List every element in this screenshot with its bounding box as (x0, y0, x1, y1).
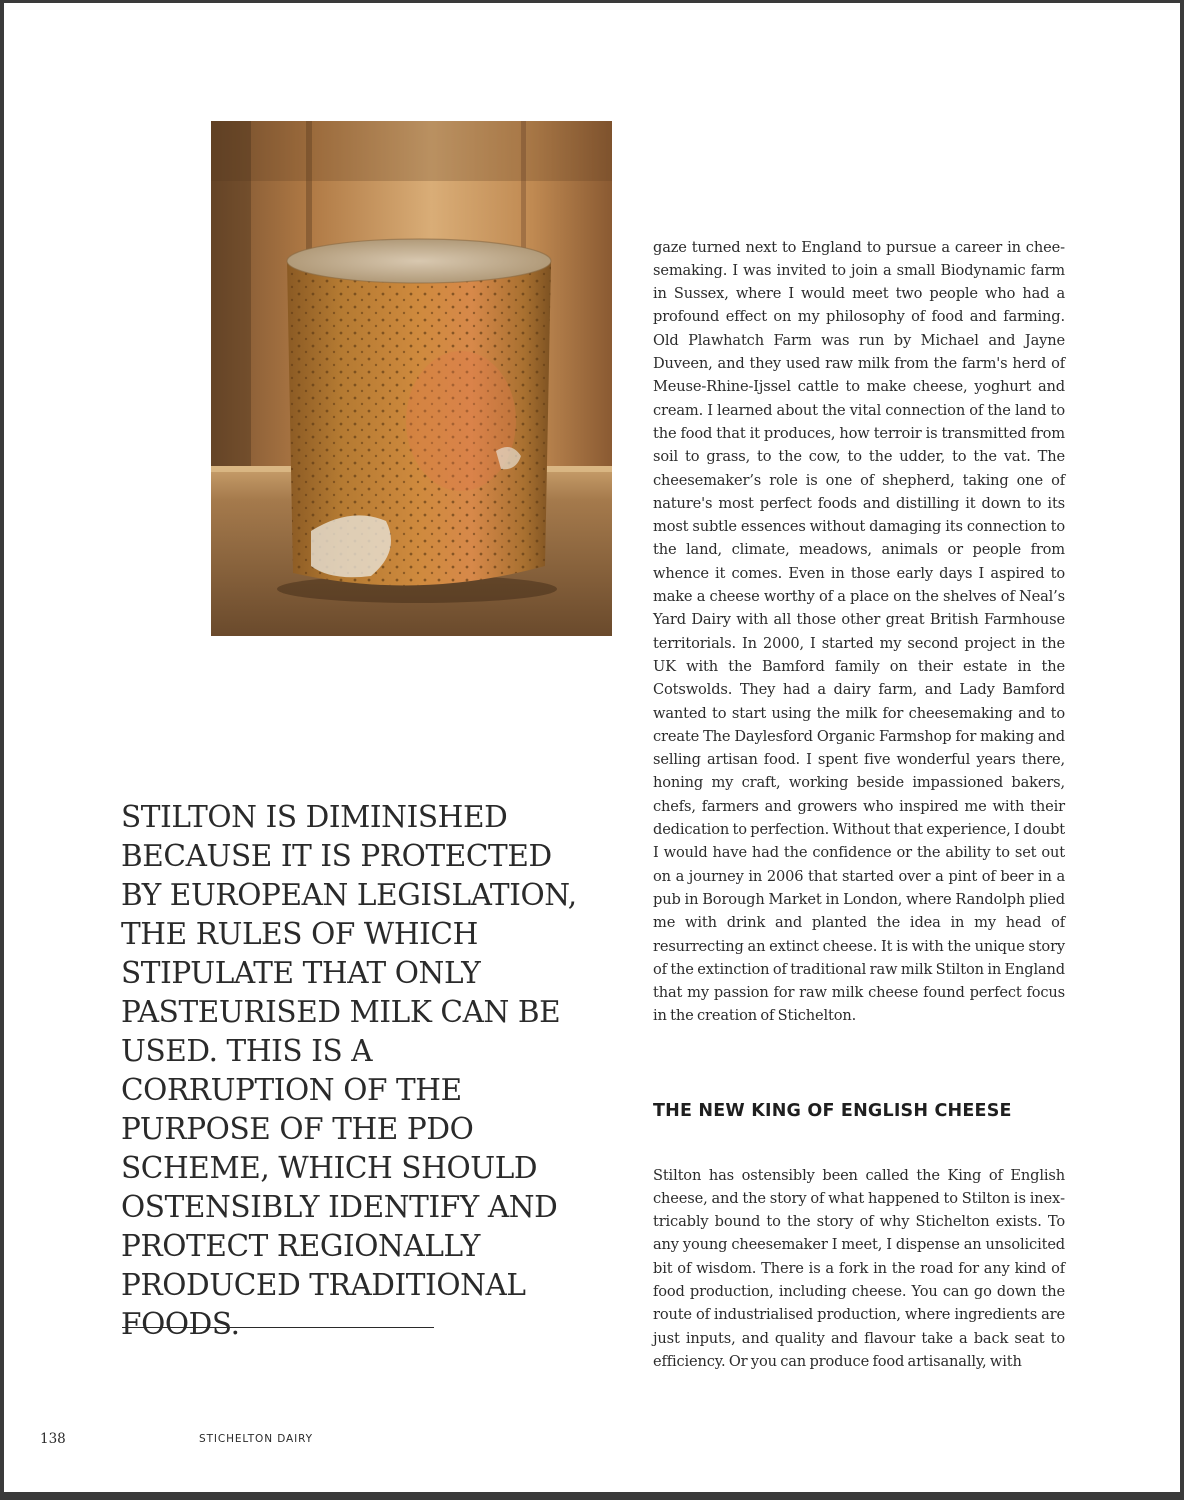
page-number: 138 (40, 1431, 66, 1447)
body-paragraph-2: Stilton has ostensibly been called the King of English cheese, and the story of what happened to Stilton is inextricably bound to the story of why Stichelton exists. To any young cheesemaker I meet, I dispense an unsolicited bit of wisdom. There is a fork in the road for any kind of food production, including cheese. You can go down the route of industrialised production, where ingredients are just inputs, and quality and flavour take a back seat to efficiency. Or you can produce food artisanally, with (653, 1166, 1065, 1370)
running-head: STICHELTON DAIRY (199, 1433, 313, 1445)
pull-quote: STILTON IS DIMINISHED BECAUSE IT IS PROTECTED BY EUROPEAN LEGISLATION, THE RULES OF WHICH STIPULATE THAT ONLY PASTEURISED MILK CAN BE USED. THIS IS A CORRUPTION OF THE PURPOSE OF THE PDO SCHEME, WHICH SHOULD OSTENSIBLY IDENTIFY AND PROTECT REGIONALLY PRODUCED TRADITIONAL FOODS. (121, 800, 577, 1341)
cheese-illustration (211, 121, 612, 636)
body-paragraph-1: gaze turned next to England to pursue a career in cheesemaking. I was invited to join a small Biodynamic farm in Sussex, where I would meet two people who had a profound effect on my philosophy of food and farming. Old Plawhatch Farm was run by Michael and Jayne Duveen, and they used raw milk from the farm's herd of Meuse-Rhine-Ijssel cattle to make cheese, yoghurt and cream. I learned about the vital connection of the land to the food that it produces, how terroir is transmitted from soil to grass, to the cow, to the udder, to the vat. The cheesemaker’s role is one of shepherd, taking one of nature's most perfect foods and distilling it down to its most subtle essences without damaging its connection to the land, climate, meadows, animals or people from whence it comes. Even in those early days I aspired to make a cheese worthy of a place on the shelves of Neal’s Yard Dairy with all those other great British Farmhouse territorials. In 2000, I started my second project in the UK with the Bamford family on their estate in the Cotswolds. They had a dairy farm, and Lady Bamford wanted to start using the milk for cheesemaking and to create The Daylesford Organic Farmshop for making and selling artisan food. I spent five wonderful years there, honing my craft, working beside impassioned bakers, chefs, farmers and growers who inspired me with their dedication to perfection. Without that experience, I doubt I would have had the confidence or the ability to set out on a journey in 2006 that started over a pint of beer in a pub in Borough Market in London, where Randolph plied me with drink and planted the idea in my head of resurrecting an extinct cheese. It is with the unique story of the extinction of traditional raw milk Stilton in England that my passion for raw milk cheese found perfect focus in the creation of Stichelton. (653, 238, 1065, 1025)
pull-quote-rule (122, 1327, 434, 1328)
cheese-photo (211, 121, 612, 636)
section-heading: THE NEW KING OF ENGLISH CHEESE (653, 1101, 1012, 1121)
